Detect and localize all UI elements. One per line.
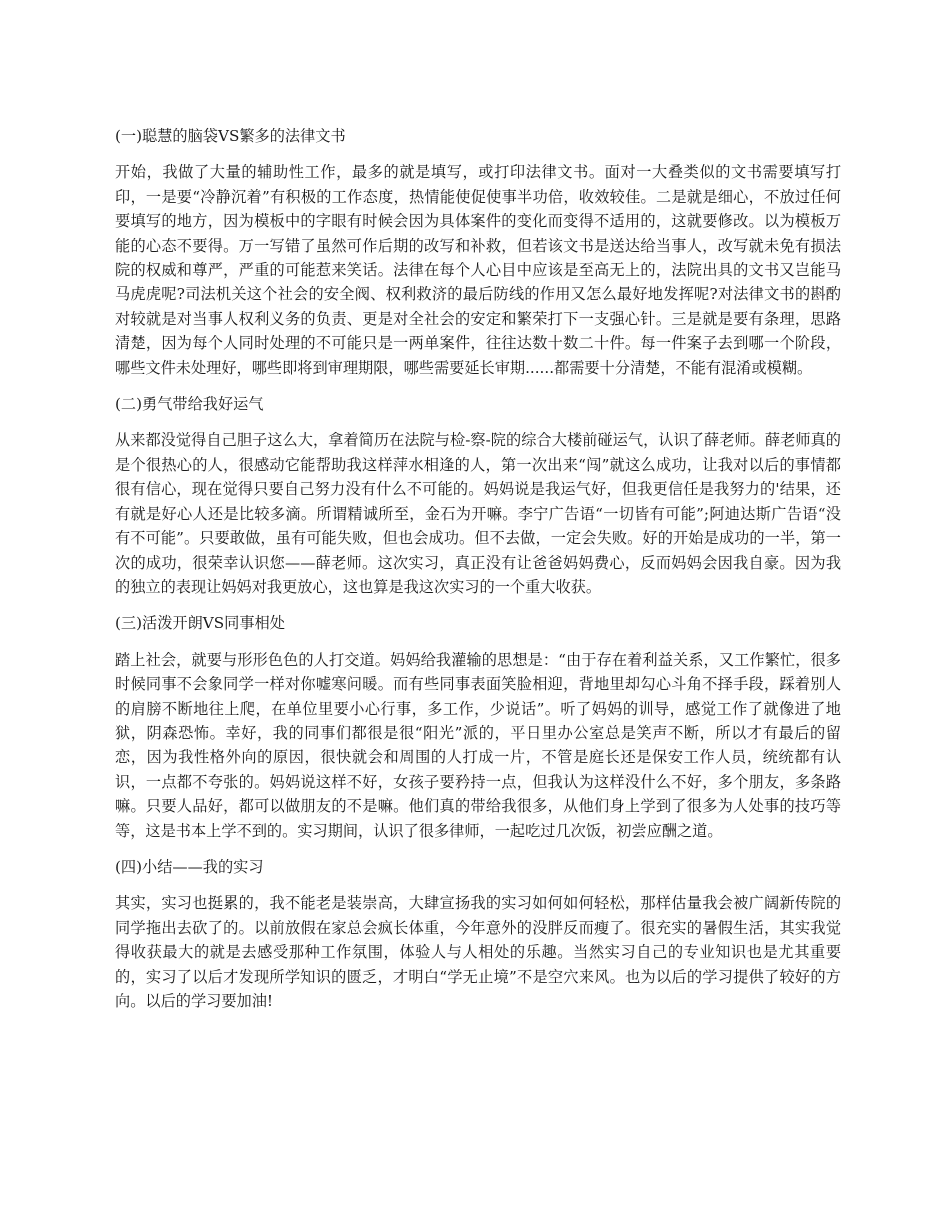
section-paragraph-4: 其实，实习也挺累的，我不能老是装崇高，大肆宣扬我的实习如何如何轻松，那样估量我会被广阔新传院的同学拖出去砍了的。以前放假在家总会疯长体重，今年意外的没胖反而瘦了。很充实的暑假生活，其实我觉得收获最大的就是去感受那种工作氛围，体验人与人相处的乐趣。当然实习自己的专业知识也是尤其重要的，实习了以后才发现所学知识的匮乏，才明白“学无止境”不是空穴来风。也为以后的学习提供了较好的方向。以后的学习要加油!	[115, 894, 841, 1010]
section-heading-4: (四)小结——我的实习	[115, 857, 264, 876]
document-body	[115, 124, 841, 1025]
section-paragraph-2: 从来都没觉得自己胆子这么大，拿着简历在法院与检-察-院的综合大楼前碰运气，认识了薛老师。薛老师真的是个很热心的人，很感动它能帮助我这样萍水相逢的人，第一次出来“闯”就这么成功，让我对以后的事情都很有信心，现在觉得只要自己努力没有什么不可能的。妈妈说是我运气好，但我更信任是我努力的'结果，还有就是好心人还是比较多滴。所谓精诚所至，金石为开嘛。李宁广告语“一切皆有可能”;阿迪达斯广告语“没有不可能”。只要敢做，虽有可能失败，但也会成功。但不去做，一定会失败。好的开始是成功的一半，第一次的成功，很荣幸认识您——薛老师。这次实习，真正没有让爸爸妈妈费心，反而妈妈会因我自豪。因为我的独立的表现让妈妈对我更放心，这也算是我这次实习的一个重大收获。	[115, 431, 841, 596]
section-heading-3: (三)活泼开朗VS同事相处	[115, 614, 285, 633]
section-paragraph-3: 踏上社会，就要与形形色色的人打交道。妈妈给我灌输的思想是：“由于存在着利益关系，又工作繁忙，很多时候同事不会象同学一样对你嘘寒问暖。而有些同事表面笑脸相迎，背地里却勾心斗角不择手段，踩着别人的肩膀不断地往上爬，在单位里要小心行事，多工作，少说话”。听了妈妈的训导，感觉工作了就像进了地狱，阴森恐怖。幸好，我的同事们都很是很“阳光”派的，平日里办公室总是笑声不断，所以才有最后的留恋，因为我性格外向的原因，很快就会和周围的人打成一片，不管是庭长还是保安工作人员，统统都有认识，一点都不夸张的。妈妈说这样不好，女孩子要矜持一点，但我认为这样没什么不好，多个朋友，多条路嘛。只要人品好，都可以做朋友的不是嘛。他们真的带给我很多，从他们身上学到了很多为人处事的技巧等等，这是书本上学不到的。实习期间，认识了很多律师，一起吃过几次饭，初尝应酬之道。	[115, 650, 841, 840]
section-paragraph-1: 开始，我做了大量的辅助性工作，最多的就是填写，或打印法律文书。面对一大叠类似的文书需要填写打印，一是要“冷静沉着”有积极的工作态度，热情能使促使事半功倍，收效较佳。二是就是细心，不放过任何要填写的地方，因为模板中的字眼有时候会因为具体案件的变化而变得不适用的，这就要修改。以为模板万能的心态不要得。万一写错了虽然可作后期的改写和补救，但若该文书是送达给当事人，改写就未免有损法院的权威和尊严，严重的可能惹来笑话。法律在每个人心目中应该是至高无上的，法院出具的文书又岂能马马虎虎呢?司法机关这个社会的安全阀、权利救济的最后防线的作用又怎么最好地发挥呢?对法律文书的斟酌对较就是对当事人权利义务的负责、更是对全社会的安定和繁荣打下一支强心针。三是就是要有条理，思路清楚，因为每个人同时处理的不可能只是一两单案件，往往达数十数二十件。每一件案子去到哪一个阶段，哪些文件未处理好，哪些即将到审理期限，哪些需要延长审期......都需要十分清楚，不能有混淆或模糊。	[115, 163, 841, 377]
section-heading-2: (二)勇气带给我好运气	[115, 395, 264, 414]
section-heading-1: (一)聪慧的脑袋VS繁多的法律文书	[115, 127, 346, 145]
